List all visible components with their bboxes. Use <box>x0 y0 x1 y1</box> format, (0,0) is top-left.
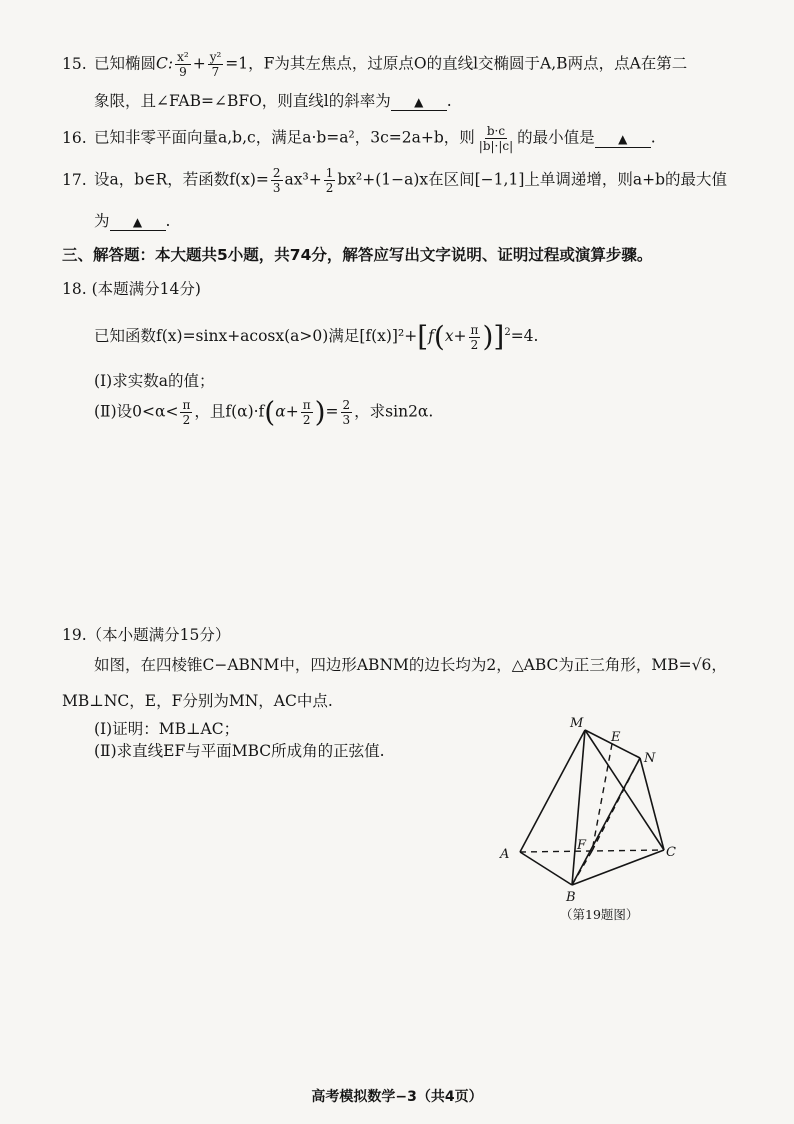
label-N: N <box>644 751 656 766</box>
fraction-2-3: $\frac{2}{3}$ <box>272 166 281 195</box>
question-19-part1: (Ⅰ)证明：MB⊥AC； <box>94 720 240 738</box>
label-B: B <box>566 890 576 905</box>
figure-caption: （第19题图） <box>560 907 639 922</box>
edge-MN <box>585 730 640 758</box>
fraction-1-2: $\frac{1}{2}$ <box>325 166 334 195</box>
question-18-stem: 已知函数f(x)=sinx+acosx(a>0)满足[f(x)]²+[f(x+ $\frac{\pi}{2}$ )]$^2$=4. <box>94 320 539 354</box>
question-19-head: 19.（本小题满分15分） <box>62 626 231 644</box>
fraction-pi-2c: $\frac{\pi}{2}$ <box>302 398 311 427</box>
label-E: E <box>611 730 621 745</box>
question-17: 17. 设a，b∈R，若函数f(x)= $\frac{2}{3}$ ax³+ $\frac{1}{2}$ bx²+(1−a)x在区间[−1,1]上单调递增，则a+b的最大值 <box>62 166 728 195</box>
section-3-heading: 三、解答题：本大题共5小题，共74分，解答应写出文字说明、证明过程或演算步骤。 <box>62 246 653 264</box>
label-C: C <box>666 845 676 860</box>
edge-AC-hidden <box>520 850 664 852</box>
edge-NC <box>640 758 664 850</box>
question-18-part1: (Ⅰ)求实数a的值； <box>94 372 215 390</box>
question-16: 16. 已知非零平面向量a,b,c，满足a·b=a²，3c=2a+b，则 $\frac{b\cdot c}{|b|\cdot|c|}$ 的最小值是 ▲ . <box>62 124 656 153</box>
page-footer: 高考模拟数学−3（共4页） <box>311 1089 483 1105</box>
answer-blank-15[interactable]: ▲ <box>391 94 447 111</box>
edge-NB <box>572 758 640 885</box>
edge-MB <box>572 730 585 885</box>
fraction-2-3b: $\frac{2}{3}$ <box>342 398 351 427</box>
label-F: F <box>577 838 587 853</box>
segment-FB-hidden <box>572 851 592 885</box>
question-18-part2: (Ⅱ)设0<α< $\frac{\pi}{2}$ ，且f(α)·f(α+ $\frac{\pi}{2}$ )= $\frac{2}{3}$ ，求sin2α. <box>94 395 434 429</box>
fraction-y2-7: $\frac{\text{y²}}{7}$ <box>209 50 222 79</box>
question-18-head: 18. (本题满分14分) <box>62 280 201 298</box>
question-17-line2: 为 ▲ . <box>94 212 171 230</box>
edge-MC <box>585 730 664 850</box>
answer-blank-17[interactable]: ▲ <box>110 214 166 231</box>
label-M: M <box>570 716 584 731</box>
edge-BC <box>572 850 664 885</box>
edge-AB <box>520 852 572 885</box>
question-15-line2: 象限，且∠FAB=∠BFO，则直线l的斜率为 ▲ . <box>94 92 452 110</box>
segment-NF-hidden <box>592 758 640 851</box>
answer-blank-16[interactable]: ▲ <box>595 131 651 148</box>
question-19-line1: 如图，在四棱锥C−ABNM中，四边形ABNM的边长均为2，△ABC为正三角形，MB=√6， <box>94 656 727 674</box>
question-19-part2: (Ⅱ)求直线EF与平面MBC所成角的正弦值. <box>94 742 385 760</box>
edge-MA <box>520 730 585 852</box>
fraction-pi-2: $\frac{\pi}{2}$ <box>470 322 479 352</box>
question-15: 15. 已知椭圆C: $\frac{\text{x²}}{9}$ + $\frac{\text{y²}}{7}$ =1，F为其左焦点，过原点O的直线l交椭圆于A,B两点，点A在第二 <box>62 50 688 79</box>
fraction-bc: $\frac{b\cdot c}{|b|\cdot|c|}$ <box>478 124 514 153</box>
fraction-pi-2b: $\frac{\pi}{2}$ <box>182 398 191 427</box>
label-A: A <box>500 847 510 862</box>
question-19-line2: MB⊥NC，E，F分别为MN，AC中点. <box>62 692 333 710</box>
fraction-x2-9: $\frac{\text{x²}}{9}$ <box>177 50 189 79</box>
segment-EF-hidden <box>592 744 612 851</box>
